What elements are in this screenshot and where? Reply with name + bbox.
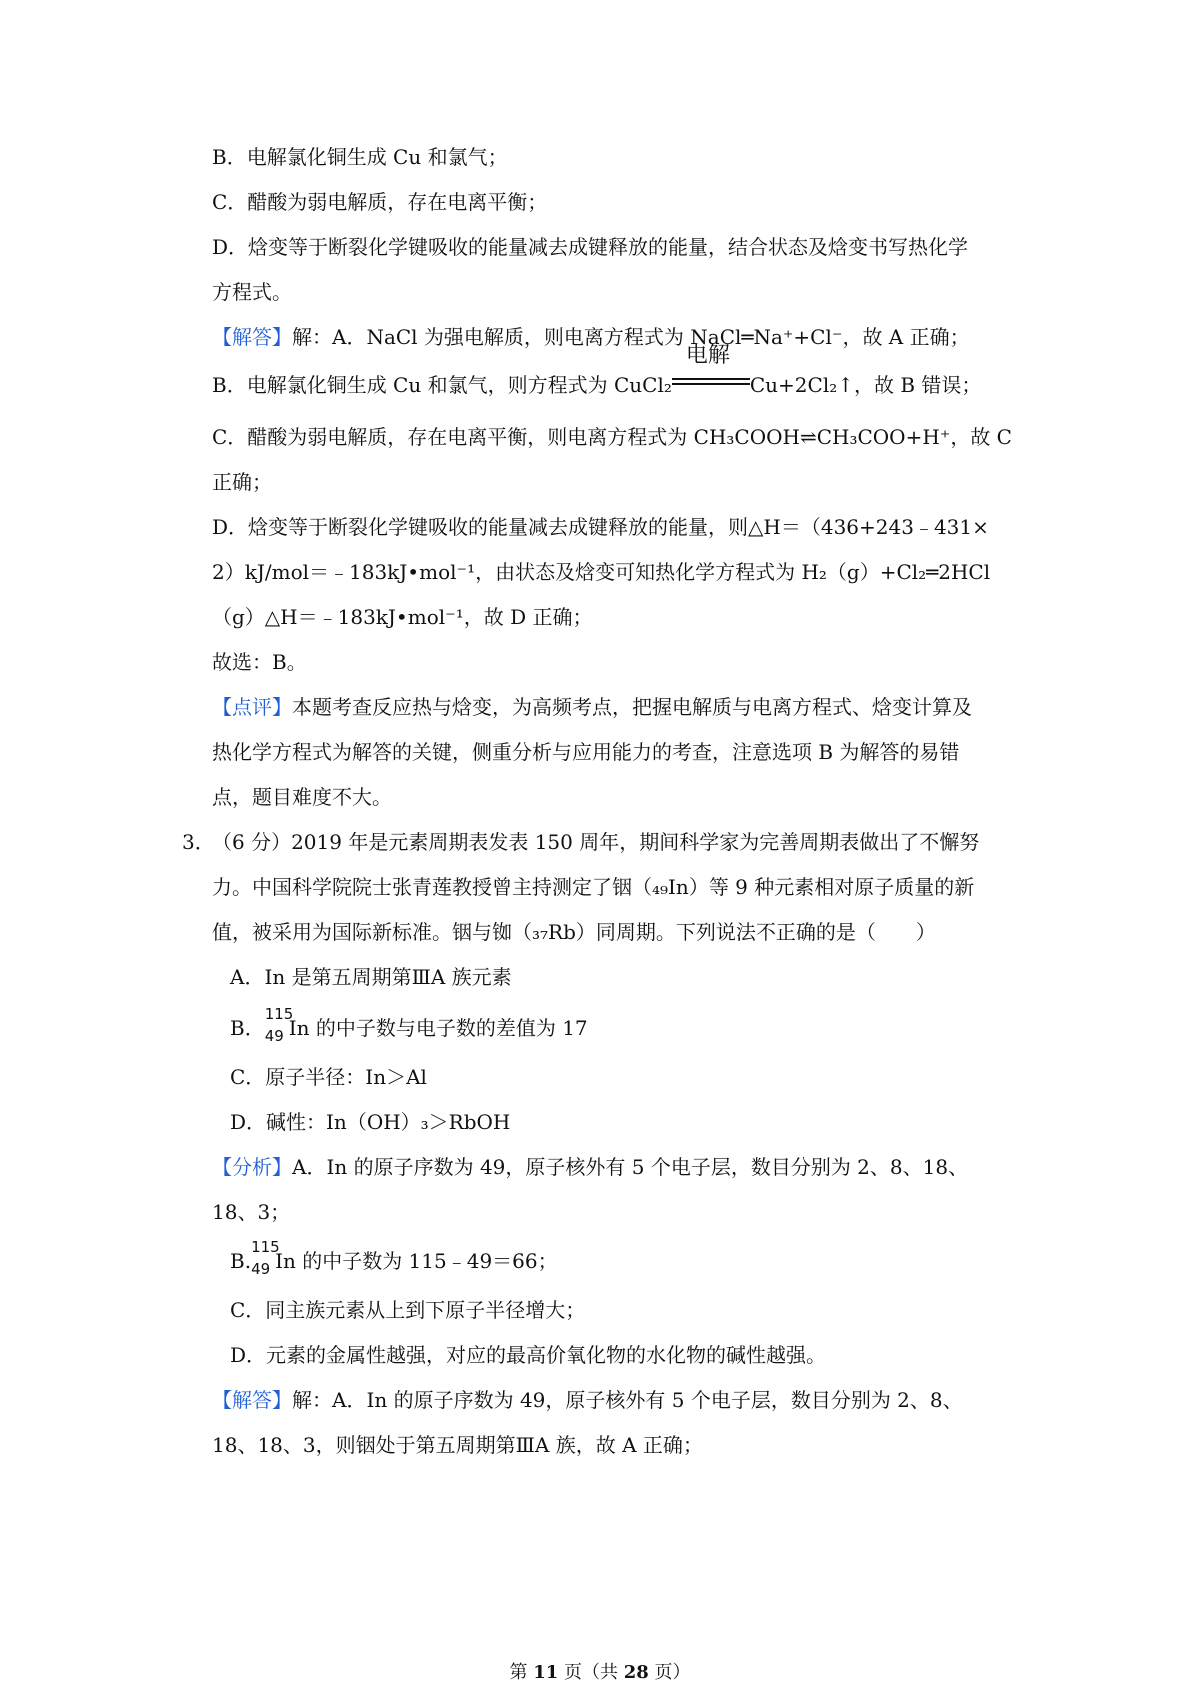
text-line: C．醋酸为弱电解质，存在电离平衡； bbox=[212, 190, 548, 214]
text-line: 18、18、3，则铟处于第五周期第ⅢA 族，故 A 正确； bbox=[212, 1433, 703, 1457]
text-line bbox=[212, 323, 970, 351]
mass-number: 115 bbox=[251, 1238, 280, 1256]
text-line: D．焓变等于断裂化学键吸收的能量减去成键释放的能量，则△H＝（436+243﹣431× bbox=[212, 515, 989, 539]
current-page-number: 11 bbox=[533, 1662, 559, 1683]
text-line: 2）kJ/mol＝﹣183kJ•mol⁻¹，由状态及焓变可知热化学方程式为 H₂（g）+Cl₂═2HCl bbox=[212, 560, 991, 584]
footer-prefix: 第 bbox=[509, 1662, 534, 1683]
line-text: 本题考查反应热与焓变，为高频考点，把握电解质与电离方程式、焓变计算及 bbox=[292, 695, 972, 719]
footer-middle: 页（共 bbox=[558, 1662, 624, 1683]
line-text: B. bbox=[230, 1249, 252, 1273]
atomic-number: 49 bbox=[251, 1260, 271, 1278]
text-line: D．焓变等于断裂化学键吸收的能量减去成键释放的能量，结合状态及焓变书写热化学 bbox=[212, 235, 969, 259]
text-line: C．同主族元素从上到下原子半径增大； bbox=[230, 1298, 586, 1322]
text-line: 正确； bbox=[212, 470, 272, 494]
option-a: A．In 是第五周期第ⅢA 族元素 bbox=[230, 965, 512, 989]
answer-tag: 【解答】 bbox=[212, 325, 292, 349]
isotope-notation bbox=[264, 1005, 294, 1045]
line-text: 解：A．NaCl 为强电解质，则电离方程式为 NaCl═Na⁺+Cl⁻，故 A 正确； bbox=[292, 325, 970, 349]
line-text: B．电解氯化铜生成 Cu 和氯气，则方程式为 CuCl₂ bbox=[212, 373, 672, 397]
text-line: B．电解氯化铜生成 Cu 和氯气； bbox=[212, 145, 508, 169]
mass-number: 115 bbox=[264, 1005, 294, 1023]
text-line bbox=[212, 1153, 968, 1181]
question-number: 3． bbox=[182, 830, 215, 854]
line-text: 解：A．In 的原子序数为 49，原子核外有 5 个电子层，数目分别为 2、8、 bbox=[292, 1388, 963, 1412]
line-text: A．In 的原子序数为 49，原子核外有 5 个电子层，数目分别为 2、8、18、 bbox=[292, 1155, 969, 1179]
question-text: （6 分）2019 年是元素周期表发表 150 周年，期间科学家为完善周期表做出了不懈努 bbox=[212, 830, 980, 854]
text-line bbox=[212, 693, 972, 721]
answer-tag: 【解答】 bbox=[212, 1388, 292, 1412]
text-line: （g）△H＝﹣183kJ•mol⁻¹，故 D 正确； bbox=[212, 605, 593, 629]
atomic-number: 49 bbox=[264, 1027, 284, 1045]
text-line: 点，题目难度不大。 bbox=[212, 785, 392, 809]
option-text: In 的中子数与电子数的差值为 17 bbox=[288, 1016, 588, 1040]
page-footer bbox=[0, 1658, 1200, 1684]
text-line bbox=[230, 1238, 558, 1278]
text-line: D．元素的金属性越强，对应的最高价氧化物的水化物的碱性越强。 bbox=[230, 1343, 827, 1367]
comment-tag: 【点评】 bbox=[212, 695, 292, 719]
total-pages: 28 bbox=[623, 1662, 649, 1683]
line-text: Cu+2Cl₂↑，故 B 错误； bbox=[749, 373, 982, 397]
question-text: 值，被采用为国际新标准。铟与铷（₃₇Rb）同周期。下列说法不正确的是（ ） bbox=[212, 920, 936, 944]
footer-suffix: 页） bbox=[648, 1662, 691, 1683]
isotope-notation bbox=[251, 1238, 280, 1278]
option-letter: B． bbox=[230, 1016, 265, 1040]
text-line: C．醋酸为弱电解质，存在电离平衡，则电离方程式为 CH₃COOH⇌CH₃COO+H⁺，故 C bbox=[212, 425, 1012, 449]
text-line bbox=[212, 1386, 963, 1414]
arrow-label: 电解 bbox=[685, 343, 730, 368]
equal-sign-bars bbox=[672, 378, 750, 385]
text-line: 方程式。 bbox=[212, 280, 292, 304]
option-c: C．原子半径：In＞Al bbox=[230, 1065, 427, 1089]
equation-line bbox=[212, 343, 982, 399]
electrolysis-arrow bbox=[672, 343, 750, 392]
option-b bbox=[230, 1005, 588, 1045]
question-text: 力。中国科学院院士张青莲教授曾主持测定了铟（₄₉In）等 9 种元素相对原子质量的新 bbox=[212, 875, 975, 899]
text-line: 故选：B。 bbox=[212, 650, 307, 674]
option-d: D．碱性：In（OH）₃＞RbOH bbox=[230, 1110, 511, 1134]
line-text: In 的中子数为 115﹣49＝66； bbox=[275, 1249, 558, 1273]
analysis-tag: 【分析】 bbox=[212, 1155, 292, 1179]
text-line: 18、3； bbox=[212, 1200, 291, 1224]
text-line: 热化学方程式为解答的关键，侧重分析与应用能力的考查，注意选项 B 为解答的易错 bbox=[212, 740, 960, 764]
